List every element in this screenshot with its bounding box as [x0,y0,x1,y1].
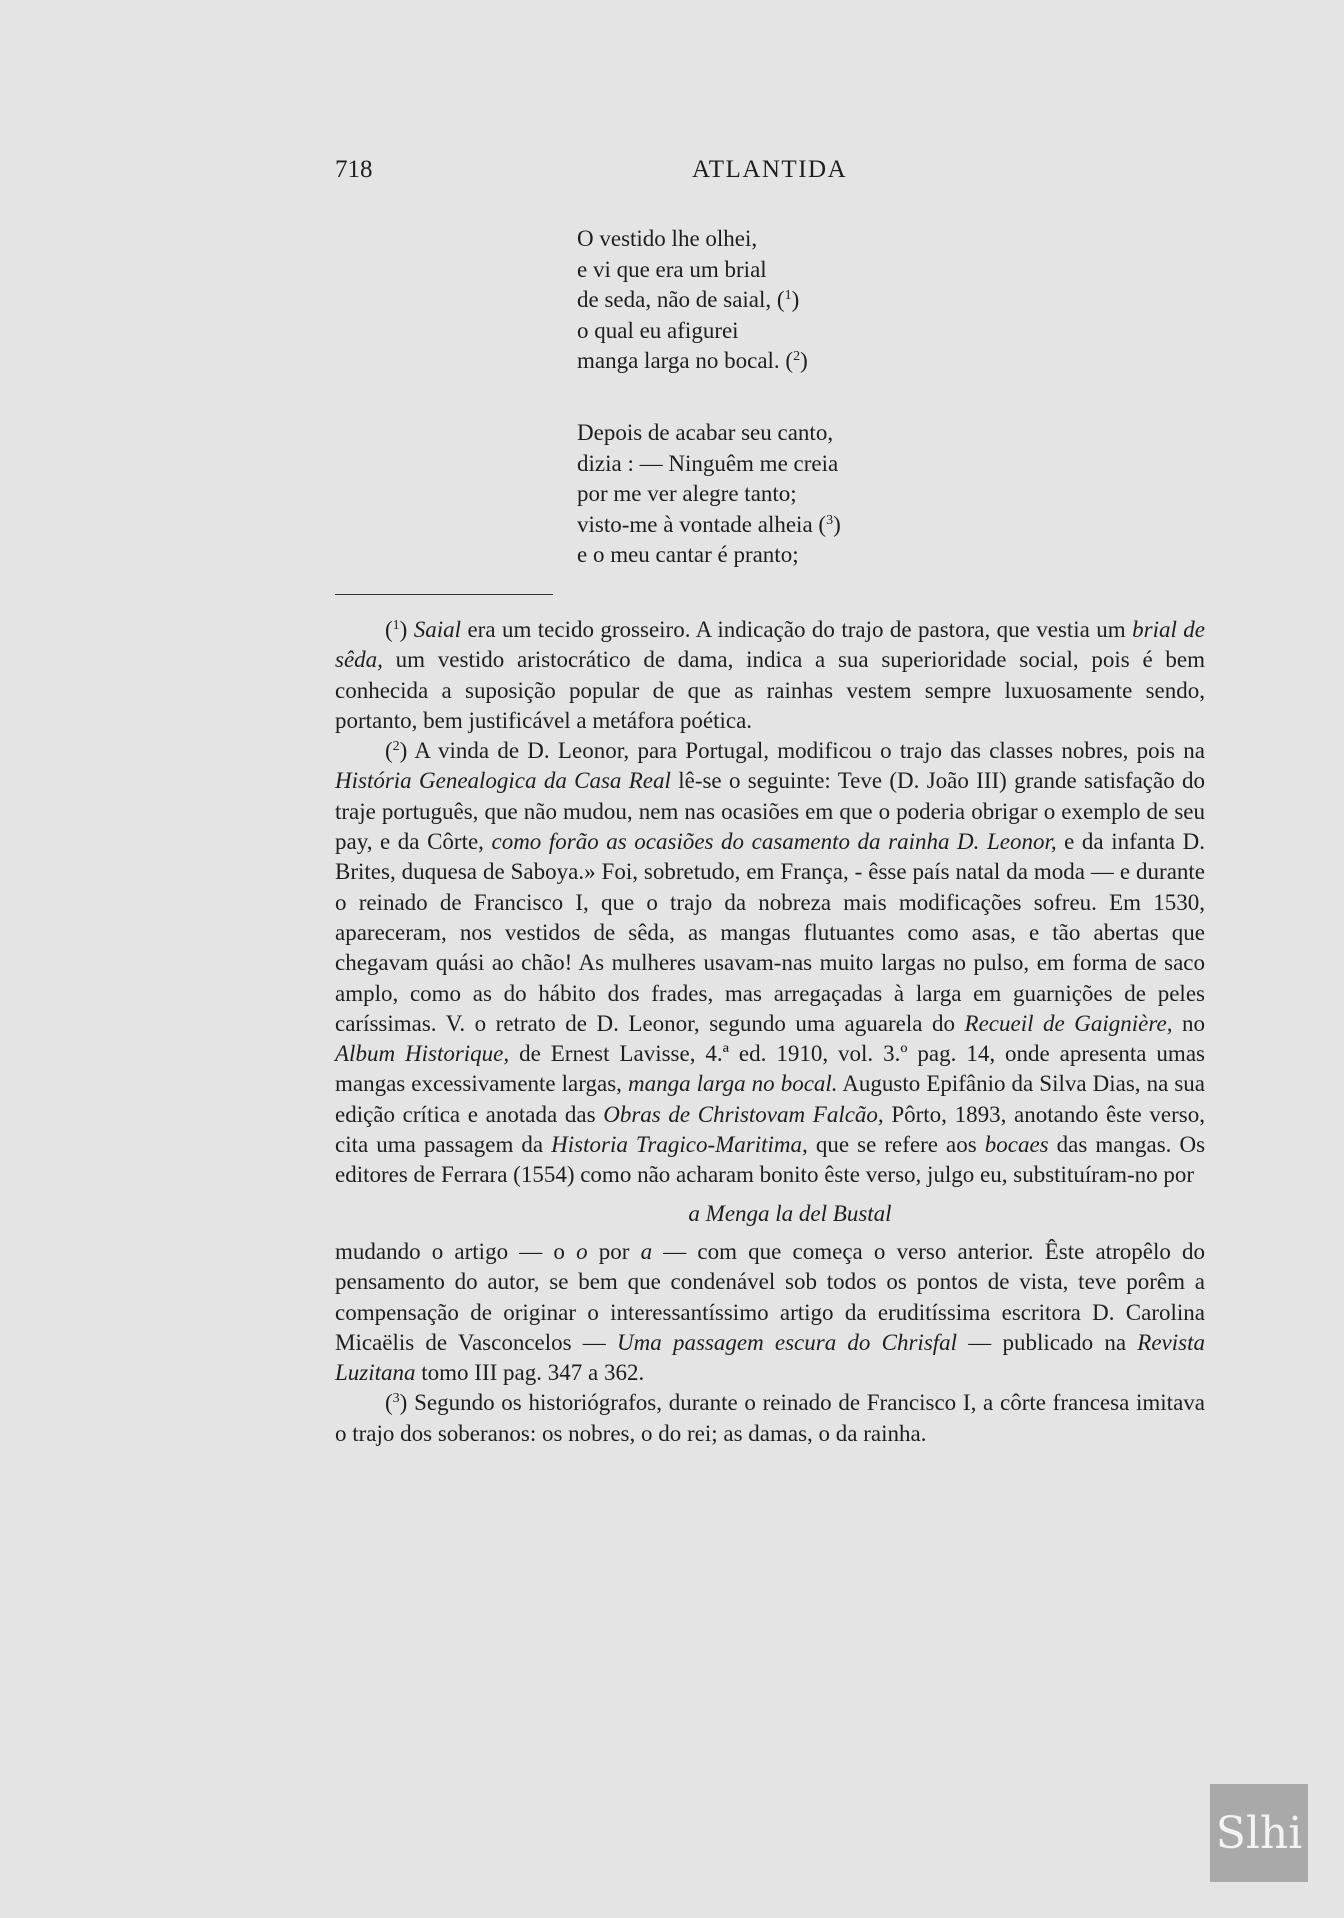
quoted-verse: a Menga la del Bustal [688,1200,892,1226]
footnote-1: ($^1$) Saial era um tecido grosseiro. A indicação do trajo de pastora, que vestia um brial de sêda, um vestido aristocrático de dama, indica a sua superioridade social, pois é bem conhecida a suposição popular de que as rainhas vestem sempre luxuosamente sendo, portanto, bem justificável a metáfora poética. [335,617,1205,733]
verse-line: e o meu cantar é pranto; [577,542,799,567]
verse-line: manga larga no bocal. ($^2$) [577,348,808,373]
footnote-ref: 2 [793,349,801,364]
verse-line: O vestido lhe olhei, [577,226,758,251]
poem-stanza-2 [577,418,841,571]
verse-line: o qual eu afigurei [577,317,739,343]
footnote-separator [335,594,553,595]
footnote-3: ($^3$) Segundo os historiógrafos, durante o reinado de Francisco I, a côrte francesa imitava o trajo dos soberanos: os nobres, o do rei; as damas, o da rainha. [335,1390,1205,1446]
running-title: ATLANTIDA [692,156,848,183]
page-number: 718 [335,156,373,183]
footnote-ref: 1 [784,288,792,303]
verse-line: dizia : — Ninguêm me creia [577,450,839,476]
verse-line: por me ver alegre tanto; [577,481,797,506]
page-header [335,156,1205,196]
verse-line: de seda, não de saial, ($^1$) [577,287,800,312]
footnote-ref: 3 [826,512,834,528]
verse-line: visto-me à vontade alheia ($^3$) [577,511,841,537]
verse-line: e vi que era um brial [577,256,767,282]
footnote-2: ($^2$) A vinda de D. Leonor, para Portugal, modificou o trajo das classes nobres, pois na História Genealogica da Casa Real lê-se o seguinte: Teve (D. João III) grande satisfação do traje português, que não mudou, nem nas ocasiões em que o poderia obrigar o exemplo de seu pay, e da Côrte, como forão as ocasiões do casamento da rainha D. Leonor, e da infanta D. Brites, duquesa de Saboya.» Foi, sobretudo, em França, - êsse país natal da moda — e durante o reinado de Francisco I, que o trajo da nobreza mais modificações sofreu. Em 1530, apareceram, nos vestidos de sêda, as mangas flutuantes como asas, e tão abertas que chegavam quási ao chão! As mulheres usavam-nas muito largas no pulso, em forma de saco amplo, como as do hábito dos frades, mas arregaçadas à larga em guarnições de peles caríssimas. V. o retrato de D. Leonor, segundo uma aguarela do Recueil de Gaignière, no Album Historique, de Ernest Lavisse, 4.ª ed. 1910, vol. 3.º pag. 14, onde apresenta umas mangas excessivamente largas, manga larga no bocal. Augusto Epifânio da Silva Dias, na sua edição crítica e anotada das Obras de Christovam Falcão, Pôrto, 1893, anotando êste verso, cita uma passagem da Historia Tragico-Maritima, que se refere aos bocaes das mangas. Os editores de Ferrara (1554) como não acharam bonito êste verso, julgo eu, substituíram-no por [335,738,1206,1188]
footnotes [335,615,1205,1449]
verse-line: Depois de acabar seu canto, [577,420,834,445]
footnote-2-continuation: mudando o artigo — o o por a — com que começa o verso anterior. Êste atropêlo do pensamento do autor, se bem que condenável sob todos os pontos de vista, teve porêm a compensação de originar o interessantíssimo artigo da eruditíssima escritora D. Carolina Micaëlis de Vasconcelos — Uma passagem escura do Chrisfal — publicado na Revista Luzitana tomo III pag. 347 a 362. [335,1238,1205,1386]
watermark-logo: Slhi [1210,1784,1308,1882]
poem-stanza-1 [577,224,808,377]
